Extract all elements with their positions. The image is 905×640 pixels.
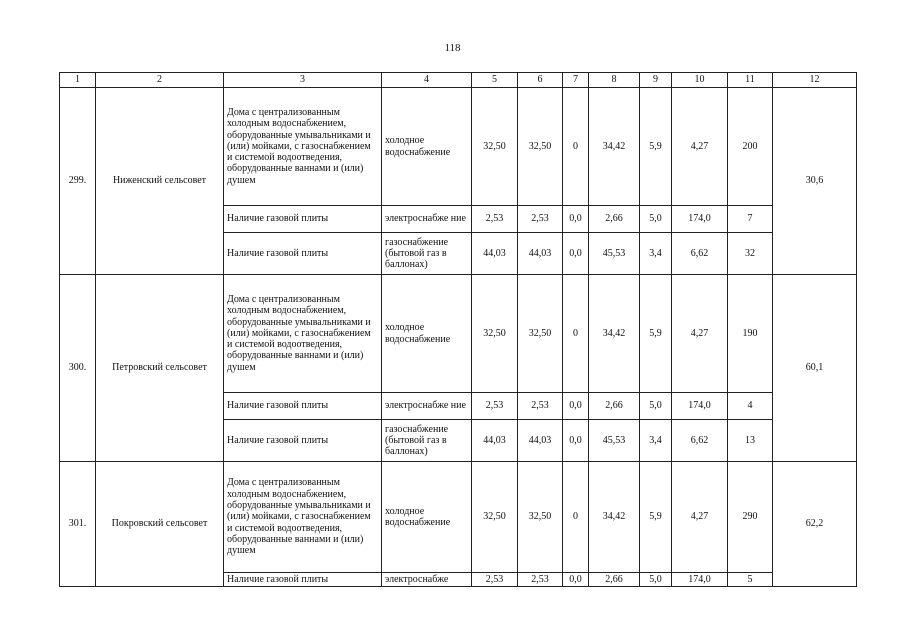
cell-col6: 32,50 [518,462,563,573]
cell-col8: 34,42 [589,275,640,393]
column-header: 10 [672,73,728,88]
table-row [60,462,857,573]
cell-col7: 0 [563,88,589,206]
housing-description: Наличие газовой плиты [224,233,382,275]
settlement-number: 299. [60,88,96,275]
column-header: 6 [518,73,563,88]
cell-col5: 32,50 [472,462,518,573]
cell-col9: 5,9 [640,88,672,206]
column-number-header [60,73,857,88]
cell-col5: 32,50 [472,88,518,206]
housing-description: Наличие газовой плиты [224,420,382,462]
cell-col8: 34,42 [589,462,640,573]
cell-col7: 0,0 [563,393,589,420]
utility-service: холодное водоснабжение [382,275,472,393]
settlement-number: 301. [60,462,96,587]
cell-col10: 4,27 [672,462,728,573]
utility-service: газоснабжение (бытовой газ в баллонах) [382,420,472,462]
cell-col10: 4,27 [672,275,728,393]
cell-col8: 34,42 [589,88,640,206]
utility-service: холодное водоснабжение [382,88,472,206]
cell-col8: 45,53 [589,233,640,275]
cell-col6: 32,50 [518,88,563,206]
cell-col8: 45,53 [589,420,640,462]
cell-col10: 174,0 [672,206,728,233]
column-header: 12 [773,73,857,88]
cell-col6: 32,50 [518,275,563,393]
cell-col11: 7 [728,206,773,233]
cell-col5: 44,03 [472,233,518,275]
cell-col6: 2,53 [518,206,563,233]
cell-col5: 2,53 [472,573,518,587]
column-header: 11 [728,73,773,88]
utility-service: электроснабже ние [382,206,472,233]
cell-col5: 2,53 [472,206,518,233]
cell-col6: 2,53 [518,573,563,587]
settlement-total: 62,2 [773,462,857,587]
cell-col7: 0,0 [563,206,589,233]
cell-col5: 32,50 [472,275,518,393]
utility-service: электроснабже ние [382,393,472,420]
cell-col9: 3,4 [640,420,672,462]
utility-service: холодное водоснабжение [382,462,472,573]
cell-col5: 2,53 [472,393,518,420]
utility-service: газоснабжение (бытовой газ в баллонах) [382,233,472,275]
cell-col9: 5,9 [640,275,672,393]
column-header: 4 [382,73,472,88]
cell-col10: 6,62 [672,420,728,462]
page-number: 118 [444,42,461,54]
housing-description: Дома с централизованным холодным водоснабжением, оборудованные умывальниками и (или) мойками, с газоснабжением и системой водоотведения, оборудованные ваннами и (или) душем [224,462,382,573]
settlement-total: 30,6 [773,88,857,275]
cell-col7: 0,0 [563,573,589,587]
cell-col7: 0,0 [563,233,589,275]
cell-col10: 174,0 [672,393,728,420]
cell-col11: 32 [728,233,773,275]
cell-col5: 44,03 [472,420,518,462]
settlement-total: 60,1 [773,275,857,462]
housing-description: Наличие газовой плиты [224,573,382,587]
cell-col7: 0,0 [563,420,589,462]
settlement-number: 300. [60,275,96,462]
settlement-name: Петровский сельсовет [96,275,224,462]
column-header: 1 [60,73,96,88]
cell-col6: 2,53 [518,393,563,420]
table-row [60,275,857,393]
cell-col11: 190 [728,275,773,393]
housing-description: Наличие газовой плиты [224,206,382,233]
cell-col10: 174,0 [672,573,728,587]
table-row [60,88,857,206]
cell-col11: 4 [728,393,773,420]
cell-col7: 0 [563,462,589,573]
cell-col9: 5,0 [640,206,672,233]
column-header: 2 [96,73,224,88]
settlement-name: Покровский сельсовет [96,462,224,587]
cell-col10: 4,27 [672,88,728,206]
utility-service: электроснабже [382,573,472,587]
cell-col11: 13 [728,420,773,462]
housing-description: Дома с централизованным холодным водоснабжением, оборудованные умывальниками и (или) мойками, с газоснабжением и системой водоотведения, оборудованные ваннами и (или) душем [224,275,382,393]
cell-col6: 44,03 [518,420,563,462]
column-header: 8 [589,73,640,88]
cell-col8: 2,66 [589,573,640,587]
cell-col11: 5 [728,573,773,587]
cell-col10: 6,62 [672,233,728,275]
cell-col9: 5,0 [640,393,672,420]
cell-col8: 2,66 [589,206,640,233]
cell-col9: 5,0 [640,573,672,587]
settlement-name: Ниженский сельсовет [96,88,224,275]
cell-col9: 3,4 [640,233,672,275]
column-header: 9 [640,73,672,88]
column-header: 5 [472,73,518,88]
housing-description: Наличие газовой плиты [224,393,382,420]
column-header: 3 [224,73,382,88]
housing-description: Дома с централизованным холодным водоснабжением, оборудованные умывальниками и (или) мойками, с газоснабжением и системой водоотведения, оборудованные ваннами и (или) душем [224,88,382,206]
cell-col9: 5,9 [640,462,672,573]
cell-col6: 44,03 [518,233,563,275]
cell-col7: 0 [563,275,589,393]
tariff-table [59,72,857,587]
cell-col8: 2,66 [589,393,640,420]
column-header: 7 [563,73,589,88]
cell-col11: 290 [728,462,773,573]
cell-col11: 200 [728,88,773,206]
